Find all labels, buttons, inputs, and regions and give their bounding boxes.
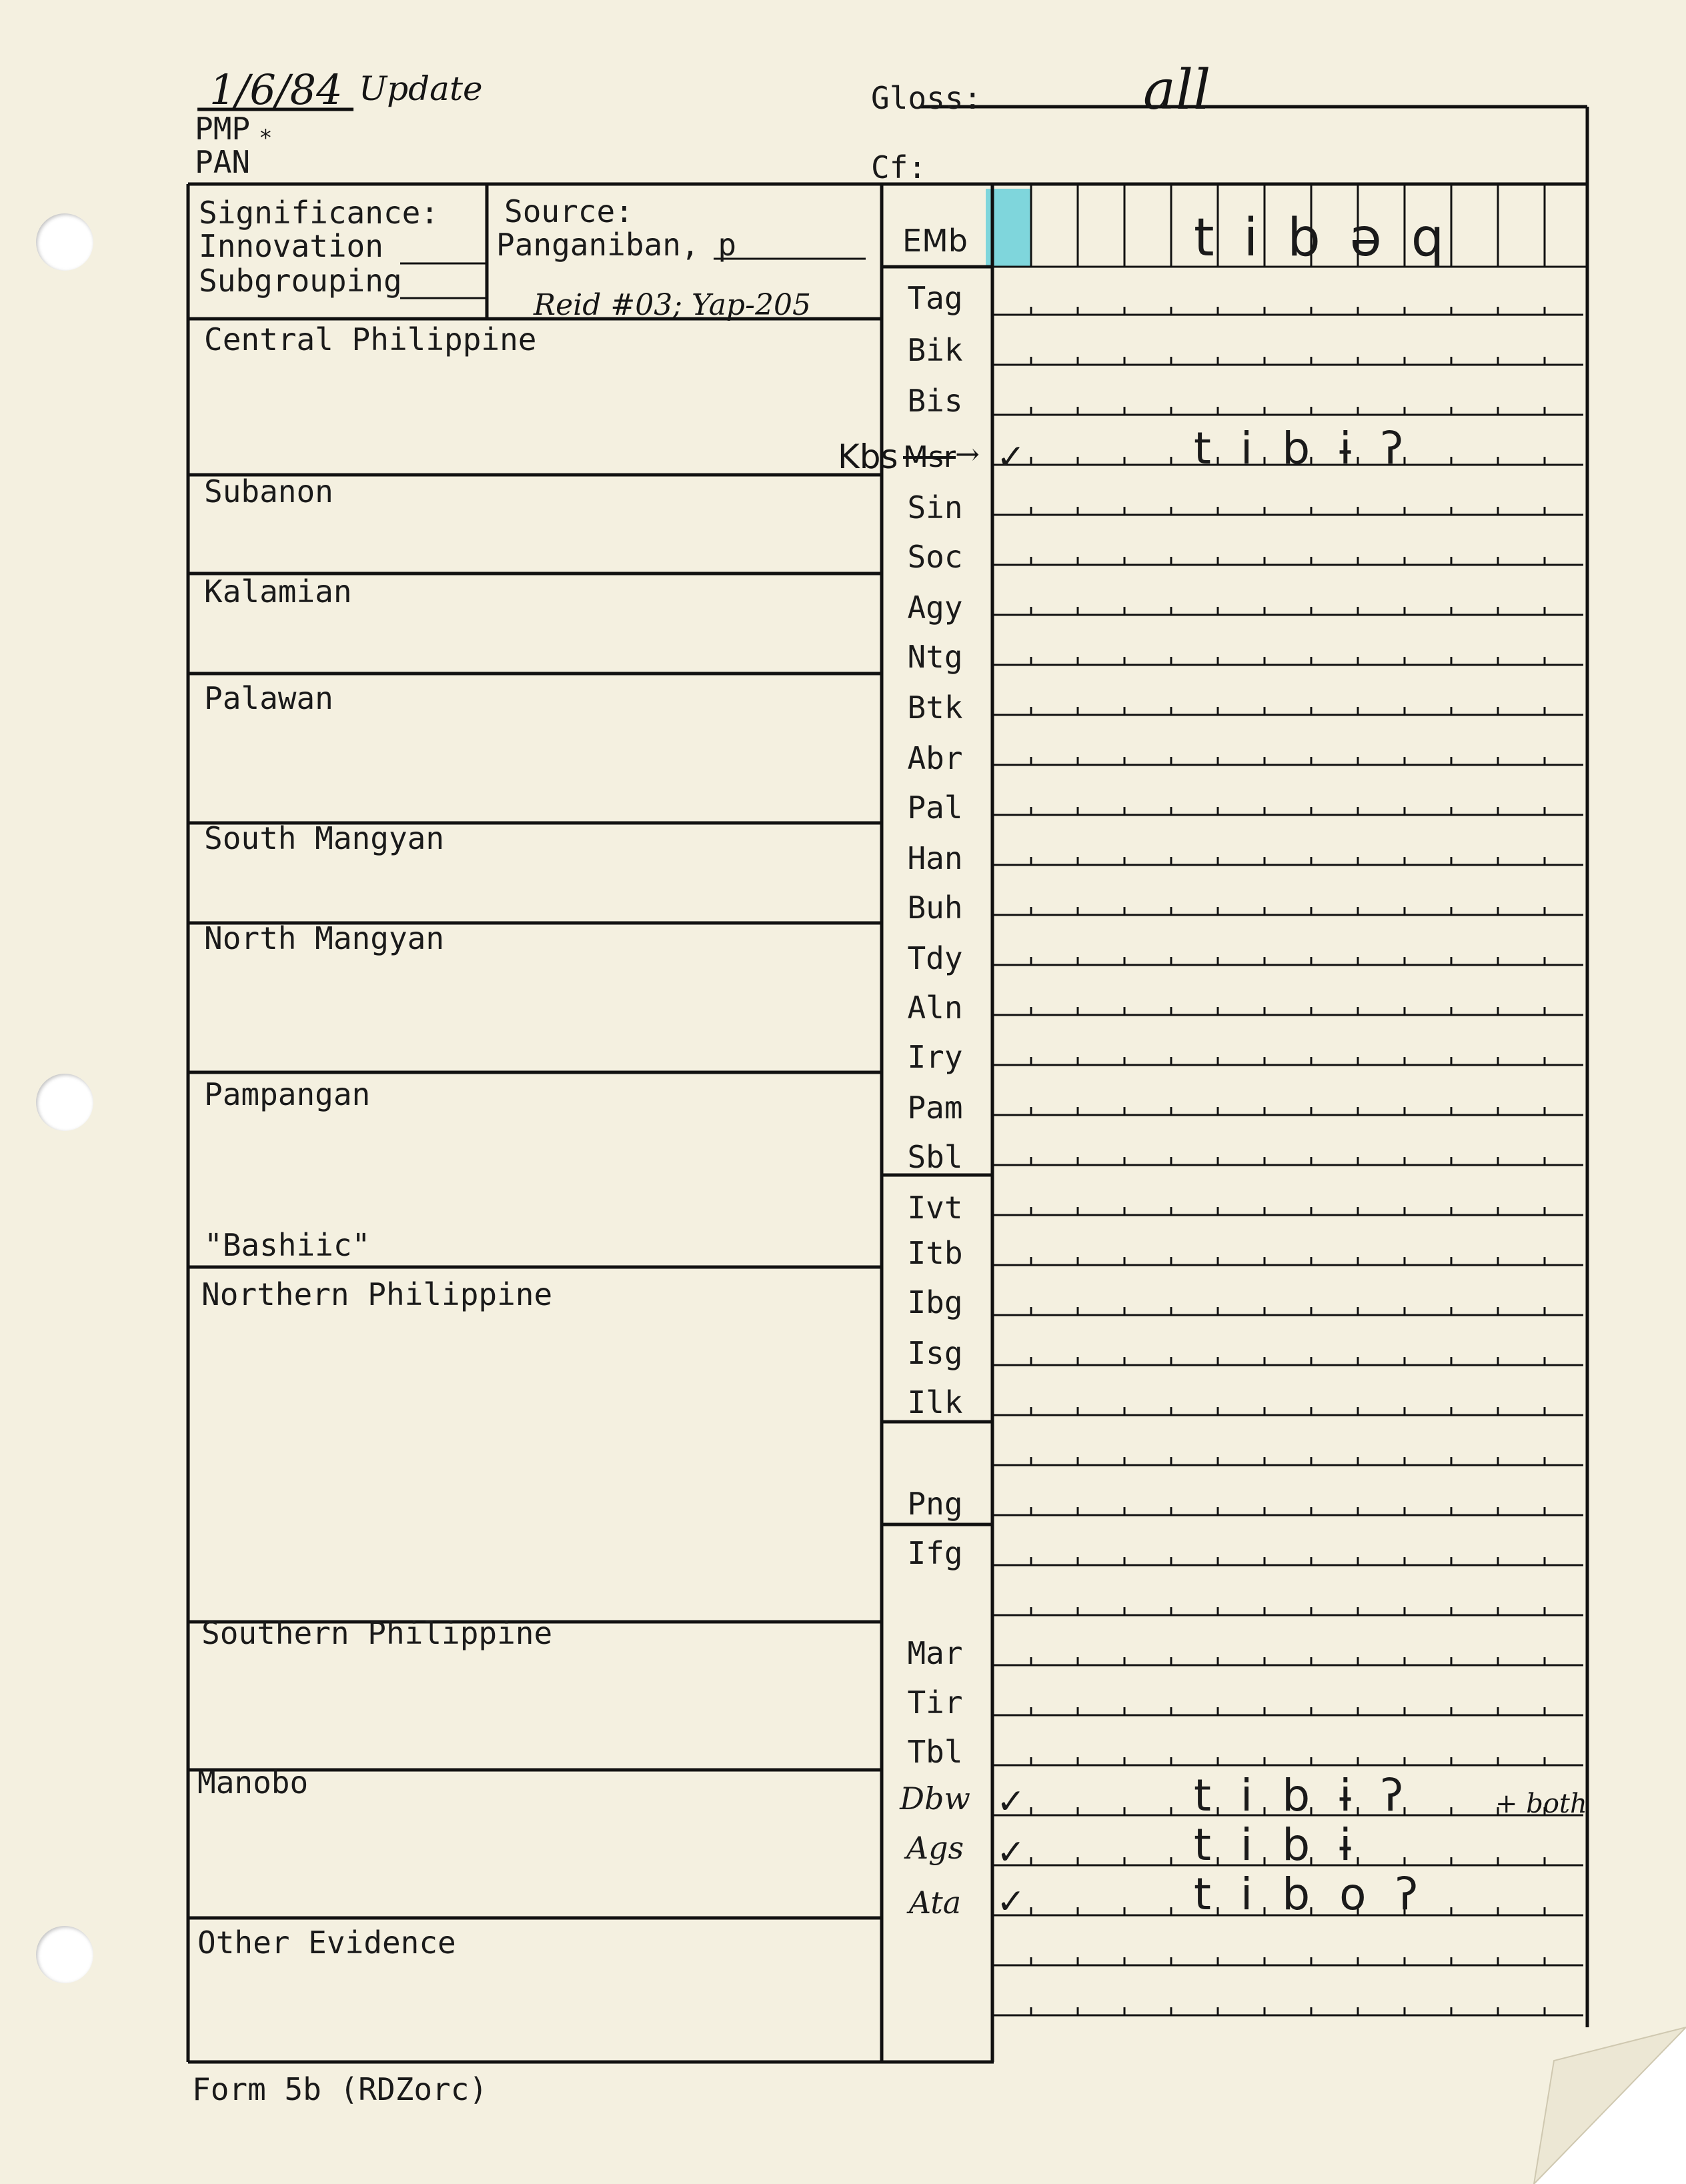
entry-emb-form: tibəq bbox=[1194, 208, 1474, 268]
lang-han: Han bbox=[907, 840, 963, 876]
source-label: Source: bbox=[504, 193, 634, 229]
lang-aln: Aln bbox=[907, 990, 963, 1026]
entry-dbw-form: tibɨʔ bbox=[1194, 1770, 1433, 1821]
entry-ata-form: tiboʔ bbox=[1194, 1869, 1448, 1920]
form-label: Form 5b (RDZorc) bbox=[192, 2071, 488, 2107]
lang-tir: Tir bbox=[907, 1685, 963, 1721]
lang-ags: Ags bbox=[906, 1830, 964, 1866]
lang-agy: Agy bbox=[907, 590, 963, 626]
ata-check-icon: ✓ bbox=[996, 1882, 1026, 1922]
section-southern-philippine: Southern Philippine bbox=[201, 1615, 553, 1651]
section-subanon: Subanon bbox=[204, 473, 333, 509]
section-palawan: Palawan bbox=[204, 680, 333, 716]
significance-innovation: Innovation bbox=[199, 228, 383, 264]
date: 1/6/84 bbox=[209, 65, 343, 114]
section-manobo: Manobo bbox=[197, 1765, 309, 1801]
lang-ilk: Ilk bbox=[907, 1384, 963, 1420]
lang-tdy: Tdy bbox=[907, 940, 963, 976]
lang-bis: Bis bbox=[907, 383, 963, 419]
lang-ntg: Ntg bbox=[907, 639, 963, 675]
lang-pam: Pam bbox=[907, 1090, 963, 1126]
dbw-check-icon: ✓ bbox=[996, 1782, 1026, 1822]
update-note: Update bbox=[359, 69, 483, 108]
kbs-check-icon: ✓ bbox=[996, 437, 1026, 477]
entry-ags-form: tibɨ bbox=[1194, 1819, 1381, 1871]
lang-mar: Mar bbox=[907, 1635, 963, 1671]
lang-ivt: Ivt bbox=[907, 1190, 963, 1226]
gloss-label: Gloss: bbox=[871, 80, 982, 116]
section-north-mangyan: North Mangyan bbox=[204, 920, 445, 956]
entry-kbs-form: tibɨʔ bbox=[1194, 423, 1433, 474]
ags-check-icon: ✓ bbox=[996, 1833, 1026, 1873]
lang-isg: Isg bbox=[907, 1335, 963, 1371]
section-bashiic: "Bashiic" bbox=[204, 1227, 371, 1263]
lang-buh: Buh bbox=[907, 890, 963, 926]
significance-title: Significance: bbox=[199, 195, 440, 231]
lang-ibg: Ibg bbox=[907, 1284, 963, 1320]
entry-dbw-note: + both bbox=[1495, 1789, 1587, 1819]
level-pmp: PMP bbox=[195, 111, 251, 147]
level-pan: PAN bbox=[195, 144, 251, 180]
lang-emb: EMb bbox=[902, 223, 968, 259]
lang-sin: Sin bbox=[907, 489, 963, 525]
section-south-mangyan: South Mangyan bbox=[204, 820, 445, 856]
lang-ata: Ata bbox=[908, 1885, 962, 1921]
lang-btk: Btk bbox=[907, 690, 963, 726]
lang-abr: Abr bbox=[907, 740, 963, 776]
lang-bik: Bik bbox=[907, 332, 963, 368]
lang-itb: Itb bbox=[907, 1235, 963, 1271]
section-kalamian: Kalamian bbox=[204, 574, 352, 610]
section-pampangan: Pampangan bbox=[204, 1076, 371, 1112]
lang-tbl: Tbl bbox=[907, 1734, 963, 1770]
lang-kbs: Kbs bbox=[838, 437, 898, 476]
gloss-value: all bbox=[1143, 59, 1211, 122]
section-other-evidence: Other Evidence bbox=[197, 1925, 456, 1961]
section-central-philippine: Central Philippine bbox=[204, 321, 537, 357]
lang-pal: Pal bbox=[907, 790, 963, 826]
lang-dbw: Dbw bbox=[900, 1781, 970, 1817]
significance-subgrouping: Subgrouping bbox=[199, 263, 402, 299]
lang-iry: Iry bbox=[907, 1039, 963, 1075]
lang-msr-struck: Msr bbox=[903, 440, 956, 474]
lang-tag: Tag bbox=[907, 280, 963, 316]
cf-label: Cf: bbox=[871, 149, 927, 185]
lang-sbl: Sbl bbox=[907, 1139, 963, 1175]
source-value: Panganiban, p bbox=[496, 227, 737, 263]
arrow-icon: → bbox=[955, 437, 980, 471]
lang-soc: Soc bbox=[907, 539, 963, 575]
section-northern-philippine: Northern Philippine bbox=[201, 1276, 553, 1312]
lang-png: Png bbox=[907, 1486, 963, 1522]
lang-ifg: Ifg bbox=[907, 1535, 963, 1571]
asterisk: * bbox=[259, 125, 273, 151]
source-note: Reid #03; Yap-205 bbox=[534, 288, 811, 322]
